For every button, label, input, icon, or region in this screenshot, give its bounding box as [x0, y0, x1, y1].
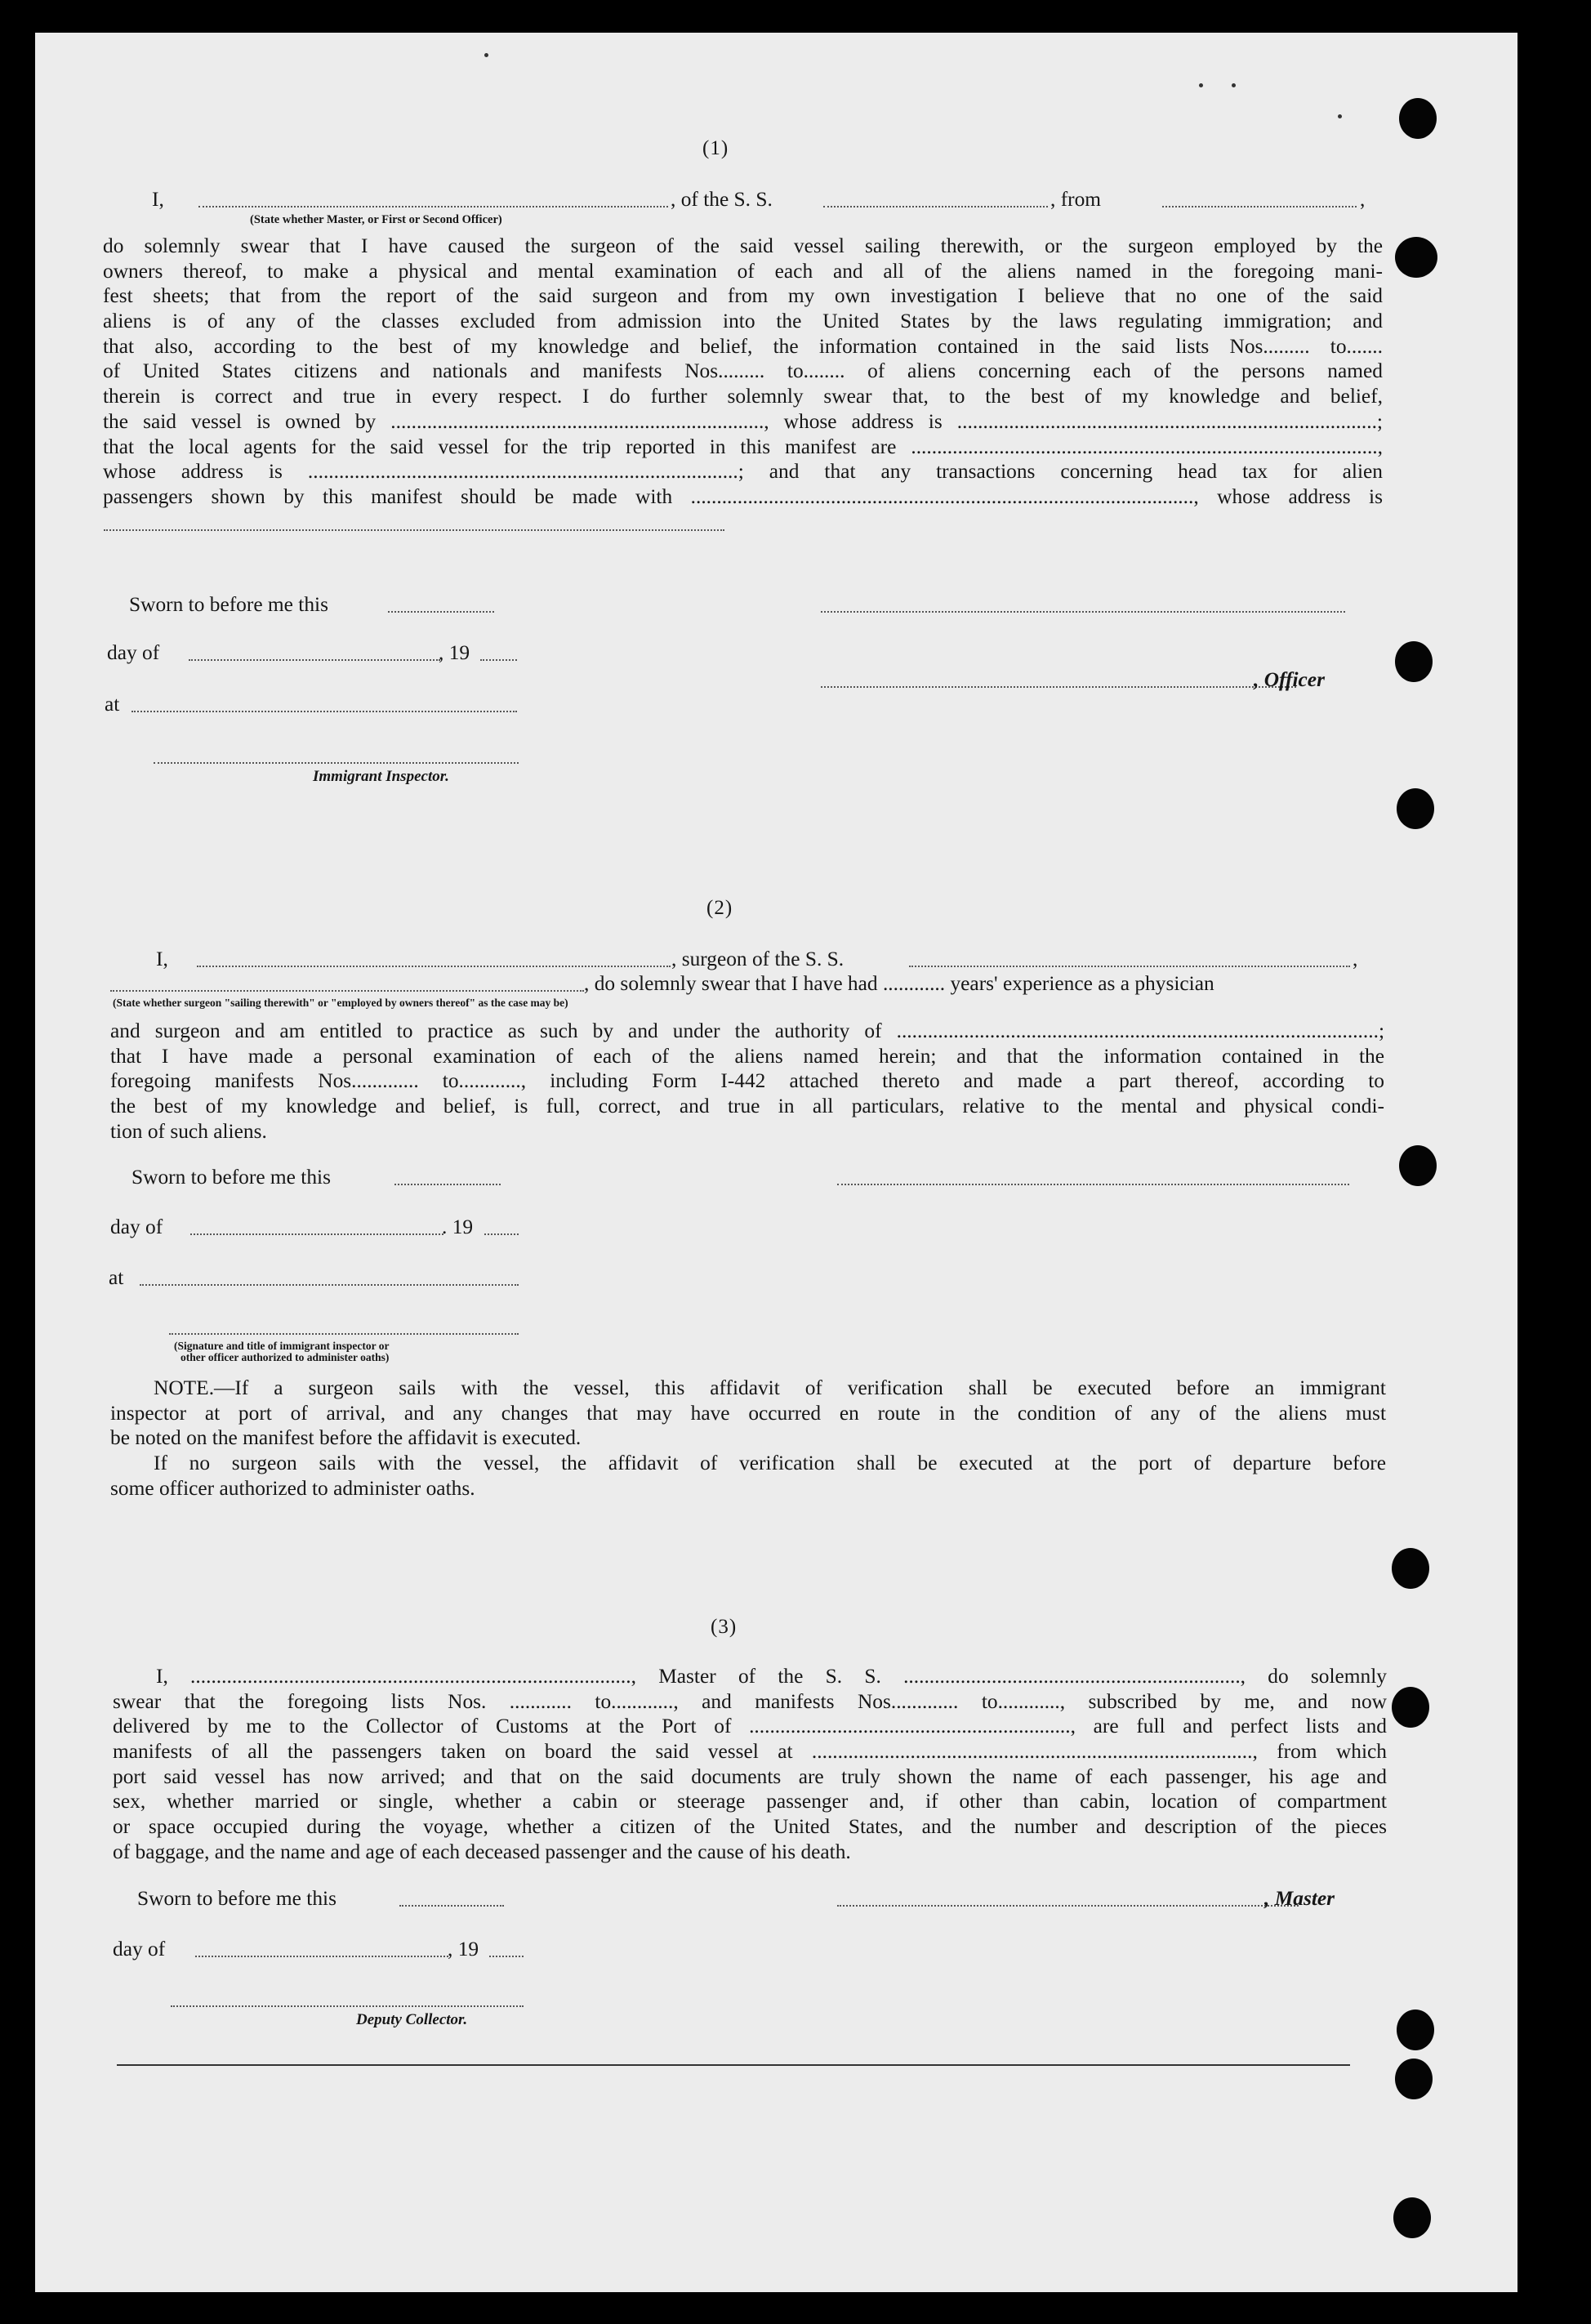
inspector-caption: Immigrant Inspector. [313, 768, 449, 785]
day-of-label: day of [110, 1216, 163, 1238]
speck [1232, 83, 1236, 87]
body-line: manifests of all the passengers taken on board the said vessel at ....................................................................................., from which [113, 1740, 1387, 1764]
sworn-date-field[interactable] [399, 1905, 504, 1907]
at-field[interactable] [131, 711, 517, 712]
master-signature-field[interactable] [837, 1905, 1299, 1907]
section-number: (3) [711, 1616, 738, 1638]
punch-hole [1395, 2059, 1433, 2099]
surgeon-signature-field[interactable] [837, 1184, 1349, 1185]
punch-hole [1397, 788, 1434, 829]
officer-declaration-line: I, [152, 188, 164, 211]
note-line: NOTE.—If a surgeon sails with the vessel, this affidavit of verification shall be executed before an immigrant [154, 1376, 1386, 1399]
note-paragraph [110, 1376, 1386, 1451]
comma: , [1360, 188, 1366, 211]
officer-title-field[interactable] [821, 686, 1296, 688]
section-number: (2) [706, 897, 733, 919]
punch-hole [1399, 1145, 1437, 1186]
body-line: passengers shown by this manifest should be made with ................................................................................................., whose address is [103, 484, 1383, 508]
signature-caption: (Signature and title of immigrant inspector or [174, 1340, 390, 1352]
note-line: inspector at port of arrival, and any changes that may have occurred en route in the condition of any of the aliens must [110, 1401, 1386, 1425]
body-line: tion of such aliens. [110, 1119, 267, 1143]
officer-signature-field[interactable] [821, 611, 1345, 613]
note-paragraph-2 [110, 1451, 1386, 1501]
deputy-caption: Deputy Collector. [356, 2011, 468, 2028]
surgeon-name-field[interactable] [197, 966, 671, 967]
punch-hole [1392, 1548, 1429, 1589]
vessel-name-field[interactable] [909, 966, 1350, 967]
year-field[interactable] [489, 1956, 524, 1957]
address-continuation-field[interactable] [104, 529, 724, 531]
body-line: sex, whether married or single, whether a cabin or steerage passenger and, if other than cabin, location of compartment [113, 1790, 1387, 1813]
body-line: delivered by me to the Collector of Customs at the Port of .............................................................., are full and perfect lists and [113, 1715, 1387, 1738]
day-of-field[interactable] [195, 1956, 448, 1957]
comma: , [1353, 948, 1358, 970]
punch-hole [1395, 641, 1433, 682]
body-line: swear that the foregoing lists Nos. ............ to............, and manifests Nos............. to............, subscribed by me, and now [113, 1689, 1387, 1713]
note-line: be noted on the manifest before the affidavit is executed. [110, 1426, 582, 1450]
inspector-signature-field[interactable] [154, 762, 519, 764]
at-field[interactable] [140, 1284, 519, 1286]
speck [1338, 114, 1342, 118]
note-line: some officer authorized to administer oaths. [110, 1476, 475, 1500]
note-line: If no surgeon sails with the vessel, the affidavit of verification shall be executed at the port of departure before [154, 1452, 1386, 1474]
body-line: foregoing manifests Nos............. to............, including Form I-442 attached thereto and made a part thereof, according to [110, 1069, 1384, 1093]
master-label: , Master [1264, 1887, 1335, 1910]
section-3-body [113, 1664, 1387, 1865]
at-label: at [109, 1266, 124, 1289]
sworn-date-field[interactable] [394, 1184, 501, 1185]
sworn-label: Sworn to before me this [137, 1887, 336, 1910]
body-line: the best of my knowledge and belief, is full, correct, and true in all particulars, relative to the mental and physical condi- [110, 1095, 1384, 1118]
day-of-field[interactable] [190, 1233, 443, 1235]
punch-hole [1395, 237, 1437, 278]
form-page [35, 33, 1517, 2292]
officer-label: , Officer [1254, 668, 1325, 691]
year-label: , 19 [448, 1938, 479, 1960]
body-line: whose address is ...................................................................................; and that any transactions concerning head tax for alien [103, 460, 1383, 484]
body-line: or space occupied during the voyage, whether a citizen of the United States, and the number and description of the pieces [113, 1815, 1387, 1839]
day-of-field[interactable] [189, 659, 440, 661]
section-number: (1) [702, 137, 729, 159]
signature-caption: other officer authorized to administer oaths) [180, 1351, 390, 1363]
year-label: . 19 [442, 1216, 474, 1238]
sworn-label: Sworn to before me this [129, 593, 328, 616]
surgeon-label: , surgeon of the S. S. [671, 948, 845, 970]
surgeon-status-caption: (State whether surgeon "sailing therewith" or "employed by owners thereof" as the case may be) [113, 997, 568, 1009]
bottom-rule [117, 2064, 1350, 2066]
rank-caption: (State whether Master, or First or Second Officer) [250, 213, 502, 226]
body-line: aliens is of any of the classes excluded from admission into the United States by the laws regulating immigration; and [103, 310, 1383, 333]
punch-hole [1399, 98, 1437, 139]
punch-hole [1393, 2197, 1431, 2238]
body-line: owners thereof, to make a physical and mental examination of each and all of the aliens named in the foregoing mani- [103, 259, 1383, 283]
at-label: at [105, 693, 120, 716]
year-label: , 19 [439, 641, 470, 664]
officer-name-field[interactable] [198, 206, 668, 207]
from-port-field[interactable] [1162, 206, 1357, 207]
year-field[interactable] [480, 659, 517, 661]
surgeon-declaration-line: I, [156, 948, 168, 970]
body-line: the said vessel is owned by ........................................................................, whose address is .................................................................................; [103, 409, 1383, 433]
year-field[interactable] [484, 1233, 519, 1235]
body-line: and surgeon and am entitled to practice as such by and under the authority of .............................................................................................; [110, 1019, 1384, 1042]
speck [1199, 83, 1203, 87]
body-line: of baggage, and the name and age of each deceased passenger and the cause of his death. [113, 1840, 851, 1863]
sworn-date-field[interactable] [388, 611, 494, 613]
body-line: fest sheets; that from the report of the said surgeon and from my own investigation I believe that no one of the said [103, 284, 1383, 308]
day-of-label: day of [107, 641, 160, 664]
section-2-body [110, 1019, 1384, 1144]
administering-officer-signature-field[interactable] [169, 1333, 519, 1335]
body-line: therein is correct and true in every respect. I do further solemnly swear that, to the best of my knowledge and belief, [103, 385, 1383, 408]
deputy-signature-field[interactable] [171, 2005, 524, 2007]
body-line: port said vessel has now arrived; and that on the said documents are truly shown the name of each passenger, his age and [113, 1764, 1387, 1788]
body-line: of United States citizens and nationals and manifests Nos......... to........ of aliens concerning each of the persons named [103, 359, 1383, 383]
body-line: that I have made a personal examination of each of the aliens named herein; and that the information contained in the [110, 1044, 1384, 1068]
punch-hole [1397, 2010, 1434, 2050]
speck [484, 53, 488, 57]
surgeon-status-field[interactable] [110, 990, 584, 992]
punch-hole [1392, 1687, 1429, 1728]
body-line: I, ....................................................................................., Master of the S. S. ................................................................., do solemnly [156, 1665, 1387, 1688]
of-ss-label: , of the S. S. [671, 188, 773, 211]
sworn-label: Sworn to before me this [131, 1166, 331, 1189]
body-line: that also, according to the best of my knowledge and belief, the information contained in the said lists Nos......... to....... [103, 334, 1383, 358]
vessel-name-field[interactable] [823, 206, 1048, 207]
body-line: do solemnly swear that I have caused the surgeon of the said vessel sailing therewith, or the surgeon employed by the [103, 234, 1383, 257]
section-1-body [103, 234, 1383, 510]
body-line: that the local agents for the said vessel for the trip reported in this manifest are .........................................................................................., [103, 435, 1383, 458]
from-label: , from [1050, 188, 1102, 211]
day-of-label: day of [113, 1938, 166, 1960]
experience-line: , do solemnly swear that I have had ............ years' experience as a physician [584, 972, 1214, 995]
